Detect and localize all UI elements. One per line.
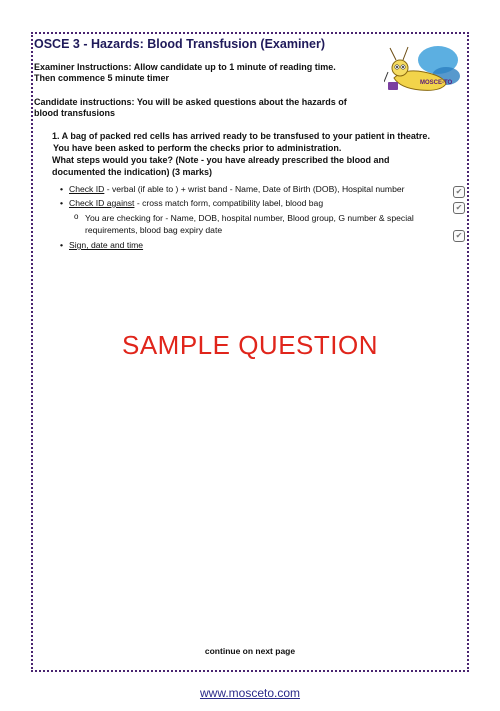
sub-bullet-line-1: o You are checking for - Name, DOB, hospital number, Blood group, G number & special [85, 213, 414, 223]
bullet-check-id [60, 183, 440, 195]
mark-checkbox-1[interactable] [453, 186, 465, 198]
bullet-check-id-against [60, 197, 440, 209]
question-line-4: documented the indication) (3 marks) [52, 167, 213, 177]
candidate-instructions [34, 97, 374, 119]
question-line-1: 1. A bag of packed red cells has arrived ready to be transfused to your patient in theatre. [52, 131, 430, 141]
sample-question-watermark: SAMPLE QUESTION [122, 330, 378, 360]
page-title: OSCE 3 - Hazards: Blood Transfusion (Examiner) [34, 37, 326, 51]
examiner-instructions-line-1: Examiner Instructions: Allow candidate up to 1 minute of reading time. [34, 62, 336, 72]
question-line-3: What steps would you take? (Note - you have already prescribed the blood and [52, 155, 390, 165]
bullet-check-id-text: - verbal (if able to ) + wrist band - Name, Date of Birth (DOB), Hospital number [104, 184, 405, 194]
check-icon: ✔ [455, 231, 463, 240]
website-link[interactable]: www.mosceto.com [199, 686, 301, 700]
check-icon: ✔ [455, 203, 463, 212]
bullet-check-id-head: Check ID [69, 184, 105, 194]
bullet-check-id-against-text: - cross match form, compatibility label, blood bag [134, 198, 324, 208]
bullet-sign-date-time [60, 239, 440, 251]
mark-checkbox-2[interactable] [453, 202, 465, 214]
mark-checkbox-3[interactable] [453, 230, 465, 242]
examiner-instructions [34, 62, 374, 84]
bullet-check-id-against-head: Check ID against [69, 198, 135, 208]
question-line-2: You have been asked to perform the checks prior to administration. [53, 143, 342, 153]
mosceto-mascot-logo [384, 38, 462, 100]
question-1 [52, 130, 452, 178]
sub-bullet-line-2: requirements, blood bag expiry date [85, 225, 223, 235]
logo-text: MOSCE-TO [420, 80, 453, 86]
examiner-instructions-line-2: Then commence 5 minute timer [34, 73, 170, 83]
candidate-instructions-line-2: blood transfusions [34, 108, 115, 118]
bullet-sign-date-time-head: Sign, date and time [69, 240, 144, 250]
answer-bullet-list [60, 183, 440, 251]
candidate-instructions-line-1: Candidate instructions: You will be asked questions about the hazards of [34, 97, 347, 107]
sub-bullet-checking-for [60, 212, 440, 236]
check-icon: ✔ [455, 187, 463, 196]
continue-note: continue on next page [204, 646, 296, 656]
